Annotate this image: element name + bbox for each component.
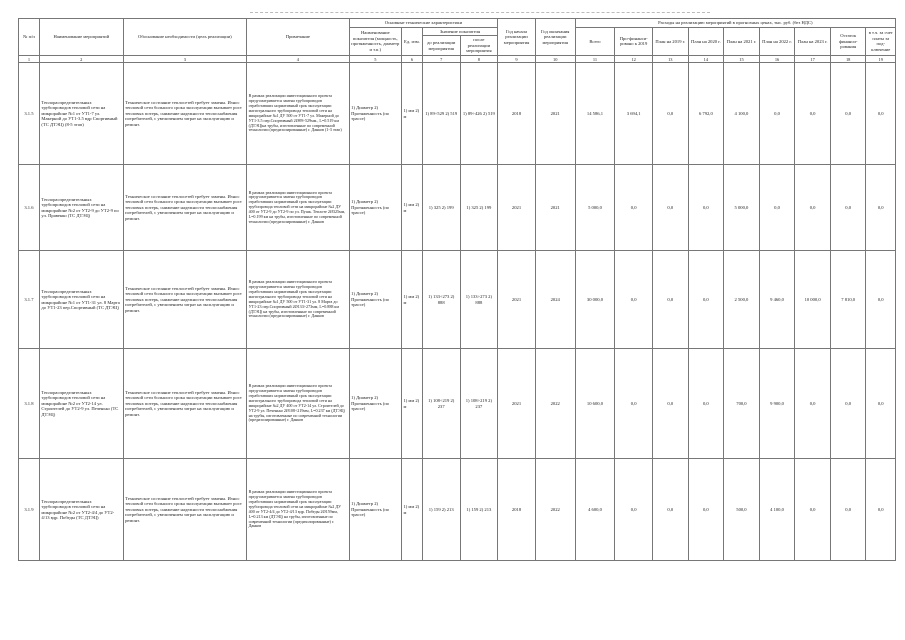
table-row	[19, 251, 896, 349]
row-name: Теплораспределительных трубопроводов тепловой сети на микрорайоне №1 от УТ1-7 ул. Макерной до УТ1-3.5 вдр Спортивный (ТС ДТЭЦ) (8-5 этап)	[39, 63, 123, 165]
row-end-year: 2021	[535, 63, 575, 165]
row-end-year: 2022	[535, 349, 575, 459]
column-number: 7	[422, 56, 460, 63]
row-plan-2022: 9 460,0	[759, 251, 795, 349]
investment-program-table	[18, 18, 896, 561]
row-num: 3.1.5	[19, 63, 40, 165]
row-plan-2021: 700,0	[724, 349, 760, 459]
row-remaining: 0,0	[830, 349, 866, 459]
row-plan-2020: 0,0	[688, 165, 724, 251]
header-unit: Ед. изм.	[401, 27, 422, 56]
row-before: 1) 108÷219 2) 237	[422, 349, 460, 459]
row-total: 10 600,0	[575, 349, 615, 459]
row-after: 1) 89÷426 2) 519	[460, 63, 498, 165]
column-number: 13	[653, 56, 689, 63]
row-before: 1) 325 2) 199	[422, 165, 460, 251]
row-incl-credit: 0,0	[866, 459, 896, 561]
row-remaining: 0,0	[830, 63, 866, 165]
row-justification: Техническое состояние теплосетей требует замены. Износ тепловой сети большого срока эксплуатации вызывает рост тепловых потерь, снижение надежности теплоснабжения потребителей, с увеличением затрат на эксплуатацию и ремонт.	[123, 251, 246, 349]
row-indicator: 1) Диаметр 2) Протяженность (по трассе)	[349, 63, 401, 165]
row-incl-credit: 0,0	[866, 251, 896, 349]
row-plan-2019: 0,0	[653, 459, 689, 561]
header-num: № п/п	[19, 19, 40, 56]
document-page	[18, 18, 896, 561]
header-expenses-group: Расходы на реализацию мероприятий в прогнозных ценах, тыс. руб. (без НДС)	[575, 19, 895, 28]
header-plan-2020: План на 2020 г.	[688, 27, 724, 56]
header-before: до реализации мероприятия	[422, 36, 460, 56]
column-number: 11	[575, 56, 615, 63]
header-note: Примечание	[247, 19, 350, 56]
header-start-year: Год начала реализации мероприятия	[498, 19, 536, 56]
row-unit: 1) мм 2) м	[401, 459, 422, 561]
column-number: 10	[535, 56, 575, 63]
row-unit: 1) мм 2) м	[401, 251, 422, 349]
column-number: 6	[401, 56, 422, 63]
row-total: 30 000,0	[575, 251, 615, 349]
header-remaining: Остаток финанси-рования	[830, 27, 866, 56]
table-row	[19, 63, 896, 165]
row-num: 3.1.6	[19, 165, 40, 251]
row-pre-financed: 3 694,1	[615, 63, 653, 165]
row-note: В рамках реализации инвестиционного проекта предусматривается замена трубопроводов отработавших нормативный срок эксплуатации магистрального трубопровода тепловой сети на микрорайоне №2 ДУ 400 от УТ2-14 ул. Строителей до УТ2-9 ул. Печенько 2Ø108÷219мм, L=0.237 км (ДТЭЦ) на трубы, изготовленные по современной технологии (предизолированные) г. Данков	[247, 349, 350, 459]
row-justification: Техническое состояние теплосетей требует замены. Износ тепловой сети большого срока эксплуатации вызывает рост тепловых потерь, снижение надежности теплоснабжения потребителей, с увеличением затрат на эксплуатацию и ремонт.	[123, 349, 246, 459]
row-indicator: 1) Диаметр 2) Протяженность (по трассе)	[349, 349, 401, 459]
row-plan-2022: 9 900,0	[759, 349, 795, 459]
row-end-year: 2021	[535, 165, 575, 251]
row-incl-credit: 0,0	[866, 165, 896, 251]
column-number: 12	[615, 56, 653, 63]
header-justification: Обоснование необходимости (цель реализации)	[123, 19, 246, 56]
row-plan-2023: 0,0	[795, 63, 831, 165]
row-plan-2023: 0,0	[795, 459, 831, 561]
row-end-year: 2022	[535, 459, 575, 561]
row-unit: 1) мм 2) м	[401, 349, 422, 459]
row-plan-2023: 10 000,0	[795, 251, 831, 349]
row-num: 3.1.7	[19, 251, 40, 349]
row-total: 4 600,0	[575, 459, 615, 561]
row-pre-financed: 0,0	[615, 459, 653, 561]
row-note: В рамках реализации инвестиционного проекта предусматривается замена трубопроводов отработавших нормативный срок эксплуатации трубопровода тепловой сети на микрорайоне №2 ДУ 400 от УТ2-4/4 до УТ2-4/13 вдр. Победы 2Ø159мм, L=0.213 км (ДТЭЦ) на трубы, изготовленные по современной технологии (предизолированные) г. Данков	[247, 459, 350, 561]
row-total: 14 586,1	[575, 63, 615, 165]
row-incl-credit: 0,0	[866, 63, 896, 165]
header-after: после реализации мероприятия	[460, 36, 498, 56]
row-start-year: 2018	[498, 459, 536, 561]
header-tech-group: Основные технические характеристики	[349, 19, 498, 28]
table-row	[19, 459, 896, 561]
row-name: Теплораспределительных трубопроводов тепловой сети на микрорайоне №2 от УТ2-14 ул. Строителей до УТ2-9 ул. Печенько (ТС ДТЭЦ)	[39, 349, 123, 459]
row-pre-financed: 0,0	[615, 349, 653, 459]
row-plan-2020: 0,0	[688, 251, 724, 349]
column-number: 3	[123, 56, 246, 63]
row-before: 1) 89÷529 2) 519	[422, 63, 460, 165]
row-plan-2019: 0,0	[653, 63, 689, 165]
column-number: 19	[866, 56, 896, 63]
row-plan-2022: 0,0	[759, 63, 795, 165]
header-indicator: Наименование показателя (мощность, протяженность, диаметр и т.п.)	[349, 27, 401, 56]
row-remaining: 0,0	[830, 459, 866, 561]
column-number: 4	[247, 56, 350, 63]
row-after: 1) 108÷219 2) 237	[460, 349, 498, 459]
row-num: 3.1.8	[19, 349, 40, 459]
row-after: 1) 159 2) 213	[460, 459, 498, 561]
row-before: 1) 133÷273 2) 888	[422, 251, 460, 349]
header-values-group: Значение показателя	[422, 27, 497, 36]
row-after: 1) 133÷273 2) 888	[460, 251, 498, 349]
row-before: 1) 159 2) 213	[422, 459, 460, 561]
row-name: Теплораспределительных трубопроводов тепловой сети на микрорайоне №2 от УТ2-9 до УТ2-9 по ул. Правенко (ТС ДТЭЦ)	[39, 165, 123, 251]
column-number: 15	[724, 56, 760, 63]
header-plan-2021: План на 2021 г.	[724, 27, 760, 56]
column-number: 5	[349, 56, 401, 63]
row-note: В рамках реализации инвестиционного проекта предусматривается замена трубопроводов отработавших нормативный срок эксплуатации магистрального трубопровода тепловой сети на микрорайоне №1 ДУ 500 от УТ1-7 ул. Макерной до УТ1-3.5 пер.Спортивный 2Ø89÷529мм., L=0.519 км (ДТЭЦ)на трубы, изготовленные по современной технологии (предизолированные) г. Данков (1-3 этап)	[247, 63, 350, 165]
top-scan-line	[250, 12, 710, 13]
row-num: 3.1.9	[19, 459, 40, 561]
row-name: Теплораспределительных трубопроводов тепловой сети на микрорайоне №2 от УТ2-4/4 до УТ2-4/13 вдр. Победы (ТС ДТЭЦ)	[39, 459, 123, 561]
row-unit: 1) мм 2) м	[401, 63, 422, 165]
row-start-year: 2021	[498, 165, 536, 251]
row-plan-2023: 0,0	[795, 349, 831, 459]
row-plan-2020: 0,0	[688, 349, 724, 459]
row-plan-2020: 0,0	[688, 459, 724, 561]
row-justification: Техническое состояние теплосетей требует замены. Износ тепловой сети большого срока эксплуатации вызывает рост тепловых потерь, снижение надежности теплоснабжения потребителей, с увеличением затрат на эксплуатацию и ремонт.	[123, 165, 246, 251]
header-plan-2019: План на 2019 г.	[653, 27, 689, 56]
row-justification: Техническое состояние теплосетей требует замены. Износ тепловой сети большого срока эксплуатации вызывает рост тепловых потерь, снижение надежности теплоснабжения потребителей, с увеличением затрат на эксплуатацию и ремонт.	[123, 459, 246, 561]
row-remaining: 7 810,0	[830, 251, 866, 349]
row-start-year: 2021	[498, 349, 536, 459]
column-number: 16	[759, 56, 795, 63]
row-end-year: 2024	[535, 251, 575, 349]
row-indicator: 1) Диаметр 2) Протяженность (по трассе)	[349, 459, 401, 561]
row-note: В рамках реализации инвестиционного проекта предусматривается замена трубопроводов отработавших нормативный срок эксплуатации магистрального трубопровода тепловой сети на микрорайоне №1 ДУ 500 от УТ1-31 ул. 8 Марта до УТ1-23 пер.Спортивный 2Ø133÷273мм, L=0.888 км (ДТЭЦ) на трубы, изготовленные по современной технологии (предизолированные) г. Данков	[247, 251, 350, 349]
column-number-row	[19, 56, 896, 63]
row-plan-2022: 4 100,0	[759, 459, 795, 561]
row-plan-2023: 0,0	[795, 165, 831, 251]
row-unit: 1) мм 2) м	[401, 165, 422, 251]
column-number: 14	[688, 56, 724, 63]
row-plan-2021: 500,0	[724, 459, 760, 561]
row-name: Теплораспределительных трубопроводов тепловой сети на микрорайоне №1 от УТ1-31 ул. 8 Марта до УТ1-23 пер.Спортивный (ТС ДТЭЦ)	[39, 251, 123, 349]
column-number: 18	[830, 56, 866, 63]
header-incl-credit: в т.ч. за счет платы за под-ключение	[866, 27, 896, 56]
header-plan-2022: План на 2022 г.	[759, 27, 795, 56]
row-plan-2021: 2 500,0	[724, 251, 760, 349]
column-number: 1	[19, 56, 40, 63]
row-plan-2022: 0,0	[759, 165, 795, 251]
table-row	[19, 165, 896, 251]
row-plan-2021: 5 000,0	[724, 165, 760, 251]
row-indicator: 1) Диаметр 2) Протяженность (по трассе)	[349, 251, 401, 349]
column-number: 2	[39, 56, 123, 63]
row-plan-2020: 6 792,0	[688, 63, 724, 165]
row-plan-2019: 0,0	[653, 349, 689, 459]
row-after: 1) 325 2) 199	[460, 165, 498, 251]
row-plan-2019: 0,0	[653, 165, 689, 251]
row-plan-2019: 0,0	[653, 251, 689, 349]
row-incl-credit: 0,0	[866, 349, 896, 459]
header-name: Наименование мероприятий	[39, 19, 123, 56]
column-number: 9	[498, 56, 536, 63]
row-pre-financed: 0,0	[615, 251, 653, 349]
row-justification: Техническое состояние теплосетей требует замены. Износ тепловой сети большого срока эксплуатации вызывает рост тепловых потерь, снижение надежности теплоснабжения потребителей, с увеличением затрат на эксплуатацию и ремонт.	[123, 63, 246, 165]
row-pre-financed: 0,0	[615, 165, 653, 251]
header-total: Всего	[575, 27, 615, 56]
header-plan-2023: План на 2023 г.	[795, 27, 831, 56]
column-number: 8	[460, 56, 498, 63]
column-number: 17	[795, 56, 831, 63]
row-indicator: 1) Диаметр 2) Протяженность (по трассе)	[349, 165, 401, 251]
row-start-year: 2021	[498, 251, 536, 349]
row-total: 5 000,0	[575, 165, 615, 251]
row-start-year: 2018	[498, 63, 536, 165]
row-plan-2021: 4 100,0	[724, 63, 760, 165]
row-remaining: 0,0	[830, 165, 866, 251]
row-note: В рамках реализации инвестиционного проекта предусматривается замена трубопроводов отработавших нормативный срок эксплуатации трубопровода тепловой сети на микрорайоне №2 ДУ 400 от УТ2-9 до УТ2-9 по ул. Пушк. Теплоте 2Ø325мм, L=0.199 км на трубы, изготовленные по современной технологии (предизолированные) г. Данков	[247, 165, 350, 251]
header-pre-financed: Про-финанси-ровано к 2019	[615, 27, 653, 56]
table-row	[19, 349, 896, 459]
header-end-year: Год окончания реализации мероприятия	[535, 19, 575, 56]
